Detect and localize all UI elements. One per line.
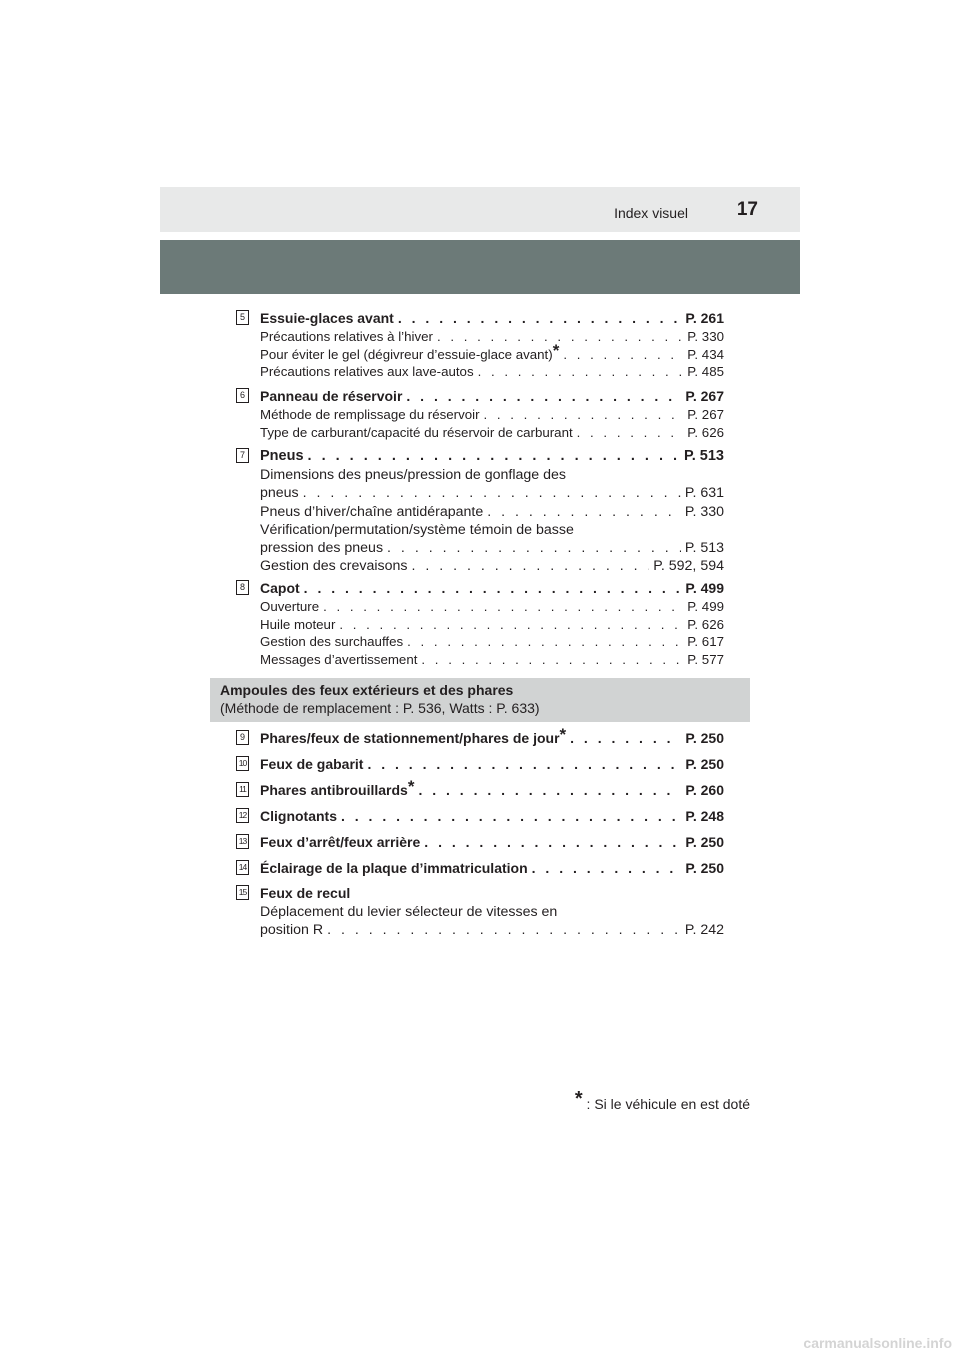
sub-entry-page-ref: P. 485 (687, 364, 724, 379)
entry-title: Feux d’arrêt/feux arrière (260, 834, 421, 850)
entry-page-ref: P. 267 (685, 388, 724, 404)
entry-page-ref: P. 250 (685, 860, 724, 876)
sub-entry[interactable] (260, 557, 724, 575)
entry-title: Essuie-glaces avant (260, 310, 394, 326)
watermark: carmanualsonline.info (803, 1335, 952, 1351)
sub-entry[interactable] (260, 363, 724, 381)
sub-entry-page-ref: P. 631 (684, 485, 724, 502)
entry-title-row[interactable] (260, 754, 724, 774)
sub-entry-label: pneus (260, 485, 299, 502)
sub-entry-page-ref: P. 626 (687, 616, 724, 632)
entry-title: Capot (260, 580, 300, 596)
entry-title-row[interactable] (260, 806, 724, 826)
entry-title: Pneus (260, 448, 304, 464)
index-entry-fog-lights (236, 777, 724, 800)
entry-title-row[interactable] (260, 446, 724, 466)
sub-entry-page-ref: P. 617 (687, 634, 724, 649)
sub-entry-page-ref: P. 330 (687, 329, 724, 344)
page-header (160, 187, 800, 232)
lights-section-title: Ampoules des feux extérieurs et des phares (220, 682, 514, 698)
index-entry-backup-lights (236, 883, 724, 940)
sub-entry[interactable] (260, 484, 724, 502)
sub-entry[interactable] (260, 539, 724, 557)
sub-entry[interactable] (260, 651, 724, 669)
header-band (160, 240, 800, 294)
sub-entry[interactable] (260, 598, 724, 616)
entry-title-row[interactable] (260, 386, 724, 406)
sub-entry-label: Messages d’avertissement (260, 651, 418, 667)
sub-entry-page-ref: P. 626 (687, 424, 724, 440)
sub-entry-label: Gestion des surchauffes (260, 634, 404, 649)
entry-title: Feux de gabarit (260, 756, 364, 772)
sub-entry-page-ref: P. 267 (687, 407, 724, 422)
sub-entry-page-ref: P. 592, 594 (653, 558, 724, 575)
sub-entry-page-ref: P. 513 (684, 540, 724, 557)
entry-title-row[interactable] (260, 725, 724, 748)
sub-entry-label: Pour éviter le gel (dégivreur d’essuie-glace avant) (260, 346, 553, 362)
lights-section-box (210, 678, 750, 722)
sub-entry[interactable] (260, 633, 724, 651)
sub-entry-label: Ouverture (260, 599, 320, 614)
sub-entry-label: Pneus d’hiver/chaîne antidérapante (260, 503, 484, 520)
entry-title-row[interactable] (260, 832, 724, 852)
entry-number-badge: 10 (236, 756, 249, 771)
lights-section-subtitle: (Méthode de remplacement : P. 536, Watts : P. 633) (220, 700, 540, 716)
index-entry-hood (236, 578, 724, 668)
sub-entry-label: Type de carburant/capacité du réservoir de carburant (260, 424, 573, 440)
entry-number-badge: 11 (236, 782, 249, 797)
sub-entry-page-ref: P. 242 (684, 922, 724, 939)
index-entry-front-wipers (236, 308, 724, 381)
entry-title: Feux de recul (260, 885, 351, 901)
sub-entry-page-ref: P. 577 (687, 651, 724, 667)
entry-title: Éclairage de la plaque d’immatriculation (260, 860, 528, 876)
entry-number-badge: 7 (236, 448, 249, 463)
sub-entry-label: Méthode de remplissage du réservoir (260, 407, 480, 422)
entry-title: Clignotants (260, 808, 337, 824)
entry-page-ref: P. 513 (683, 448, 724, 464)
index-entry-fuel-door (236, 386, 724, 441)
sub-entry[interactable] (260, 406, 724, 424)
index-entry-license-plate-lights (236, 858, 724, 878)
index-entry-clearance-lights (236, 754, 724, 774)
sub-entry[interactable] (260, 340, 724, 364)
entry-number-badge: 8 (236, 580, 249, 595)
entry-number-badge: 14 (236, 860, 249, 875)
entry-number-badge: 9 (236, 730, 249, 745)
entry-number-badge: 12 (236, 808, 249, 823)
entry-page-ref: P. 248 (685, 808, 724, 824)
sub-entry-page-ref: P. 434 (687, 346, 724, 362)
sub-entry-page-ref: P. 330 (684, 503, 724, 520)
sub-entry[interactable] (260, 616, 724, 634)
sub-entry-label: Précautions relatives à l’hiver (260, 329, 433, 344)
asterisk-icon: * (552, 340, 560, 360)
entry-number-badge: 6 (236, 388, 249, 403)
entry-title: Phares/feux de stationnement/phares de jour (260, 730, 560, 746)
footnote-text: : Si le véhicule en est doté (582, 1096, 750, 1112)
entry-number-badge: 13 (236, 834, 249, 849)
entry-page-ref: P. 250 (685, 730, 724, 746)
entry-number-badge: 5 (236, 310, 249, 325)
entry-title-row[interactable] (260, 777, 724, 800)
sub-entry-line: Vérification/permutation/système témoin de basse (260, 521, 574, 538)
entry-title: Phares antibrouillards (260, 782, 408, 798)
sub-entry[interactable] (260, 503, 724, 521)
asterisk-icon: * (407, 777, 415, 796)
index-entry-headlights (236, 725, 724, 748)
footnote (574, 1088, 750, 1112)
entry-page-ref: P. 250 (685, 834, 724, 850)
sub-entry[interactable] (260, 424, 724, 442)
sub-entry[interactable] (260, 921, 724, 939)
sub-entry-page-ref: P. 499 (687, 599, 724, 614)
entry-number-badge: 15 (236, 885, 249, 900)
entry-title-row[interactable] (260, 578, 724, 598)
index-entry-stop-tail-lights (236, 832, 724, 852)
entry-page-ref: P. 261 (685, 310, 724, 326)
entry-page-ref: P. 250 (685, 756, 724, 772)
index-entry-turn-signals (236, 806, 724, 826)
sub-entry-label: Gestion des crevaisons (260, 558, 408, 575)
entry-title-row[interactable] (260, 308, 724, 328)
asterisk-icon: * (559, 725, 567, 744)
entry-page-ref: P. 260 (685, 782, 724, 798)
sub-entry-label: position R (260, 922, 324, 939)
sub-entry-label: pression des pneus (260, 540, 384, 557)
page-number: 17 (736, 199, 758, 220)
section-title: Index visuel (614, 205, 688, 221)
asterisk-icon: * (574, 1088, 583, 1110)
entry-title: Panneau de réservoir (260, 388, 403, 404)
sub-entry-label: Précautions relatives aux lave-autos (260, 364, 474, 379)
entry-title-row[interactable] (260, 858, 724, 878)
index-entry-tires (236, 446, 724, 576)
entry-page-ref: P. 499 (685, 580, 724, 596)
sub-entry-line: Déplacement du levier sélecteur de vitesses en (260, 904, 558, 920)
sub-entry[interactable] (260, 328, 724, 346)
sub-entry-label: Huile moteur (260, 616, 336, 632)
sub-entry-line: Dimensions des pneus/pression de gonflage des (260, 467, 567, 483)
